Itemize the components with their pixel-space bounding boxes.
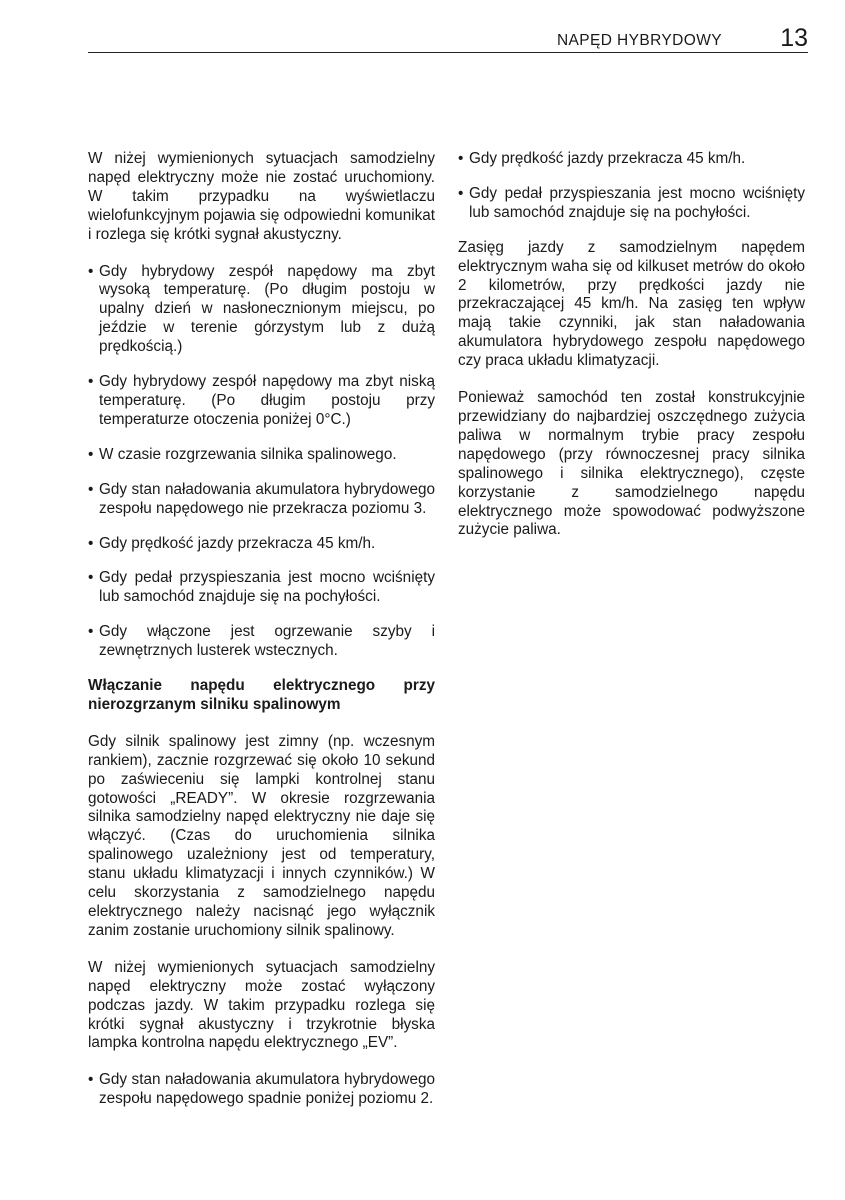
page-number: 13 [780, 24, 808, 52]
list-item [88, 535, 435, 554]
list-item-text: Gdy prędkość jazdy przekracza 45 km/h. [469, 150, 746, 167]
list-item-text: Gdy włączone jest ogrzewanie szyby i zewnętrznych lusterek wstecznych. [99, 623, 435, 660]
list-item [88, 263, 435, 358]
list-item [88, 623, 435, 661]
list-item [88, 1071, 435, 1109]
bullet-icon: • [88, 480, 94, 498]
list-item [88, 373, 435, 430]
section-title: NAPĘD HYBRYDOWY [556, 32, 722, 49]
bullet-icon: • [88, 262, 94, 280]
left-column [88, 150, 435, 1125]
bullet-icon: • [88, 373, 94, 391]
page-header [88, 26, 808, 53]
bullet-icon: • [88, 1071, 94, 1089]
section-heading: Włączanie napędu elektrycznego przy nierozgrzanym silniku spalinowym [88, 677, 435, 713]
list-item-text: Gdy stan naładowania akumulatora hybrydowego zespołu napędowego spadnie poniżej poziomu 2. [99, 1071, 435, 1108]
list-item-text: Gdy hybrydowy zespół napędowy ma zbyt wysoką temperaturę. (Po długim postoju w upalny dzień w nasłonecznionym miejscu, po jeździe w terenie górzystym lub z dużą prędkością.) [99, 262, 435, 356]
deactivation-paragraph: W niżej wymienionych sytuacjach samodzielny napęd elektryczny może zostać wyłączony podczas jazdy. W takim przypadku rozlega się krótki sygnał akustyczny i trzykrotnie błyska lampka kontrolna napędu elektrycznego „EV”. [88, 958, 435, 1052]
list-item [88, 446, 435, 465]
list-item-text: Gdy prędkość jazdy przekracza 45 km/h. [99, 534, 376, 552]
bullet-icon: • [88, 623, 94, 641]
bullet-icon: • [458, 184, 464, 202]
right-column [458, 150, 805, 558]
bullet-icon: • [88, 569, 94, 587]
list-item-text: Gdy hybrydowy zespół napędowy ma zbyt niską temperaturę. (Po długim postoju przy temperaturze otoczenia poniżej 0°C.) [99, 373, 435, 428]
bullet-icon: • [458, 150, 464, 167]
list-item [88, 569, 435, 607]
range-paragraph: Zasięg jazdy z samodzielnym napędem elektrycznym waha się od kilkuset metrów do około 2 kilometrów, przy prędkości jazdy nie przekraczającej 45 km/h. Na zasięg ten wpływ mają takie czynniki, jak stan naładowania akumulatora hybrydowego zespołu napędowego czy praca układu klimatyzacji. [458, 238, 805, 370]
intro-paragraph: W niżej wymienionych sytuacjach samodzielny napęd elektryczny może nie zostać uruchomiony. W takim przypadku na wyświetlaczu wielofunkcyjnym pojawia się odpowiedni komunikat i rozlega się krótki sygnał akustyczny. [88, 150, 435, 243]
bullet-icon: • [88, 445, 94, 463]
list-item-text: Gdy pedał przyspieszania jest mocno wciśnięty lub samochód znajduje się na pochyłości. [469, 184, 805, 221]
list-item-text: Gdy pedał przyspieszania jest mocno wciśnięty lub samochód znajduje się na pochyłości. [99, 569, 435, 606]
list-item [458, 185, 805, 223]
bullet-icon: • [88, 534, 94, 552]
list-item-text: Gdy stan naładowania akumulatora hybrydowego zespołu napędowego nie przekracza poziomu 3. [99, 480, 435, 517]
list-item-text: W czasie rozgrzewania silnika spalinowego. [99, 445, 397, 463]
list-item [88, 481, 435, 519]
list-item [458, 150, 805, 169]
cold-engine-paragraph: Gdy silnik spalinowy jest zimny (np. wczesnym rankiem), zacznie rozgrzewać się około 10 sekund po zaświeceniu się lampki kontrolnej stanu gotowości „READY”. W okresie rozgrzewania silnika samodzielny napęd elektryczny nie daje się włączyć. (Czas do uruchomienia silnika spalinowego uzależniony jest od temperatury, stanu układu klimatyzacji i innych czynników.) W celu skorzystania z samodzielnego napędu elektrycznego należy nacisnąć jego wyłącznik zanim zostanie uruchomiony silnik spalinowy. [88, 732, 435, 939]
fuel-consumption-paragraph: Ponieważ samochód ten został konstrukcyjnie przewidziany do najbardziej oszczędnego zużycia paliwa w normalnym trybie pracy zespołu napędowego (przy równoczesnej pracy silnika spalinowego i silnika elektrycznego), częste korzystanie z samodzielnego napędu elektrycznego może spowodować podwyższone zużycie paliwa. [458, 389, 805, 539]
